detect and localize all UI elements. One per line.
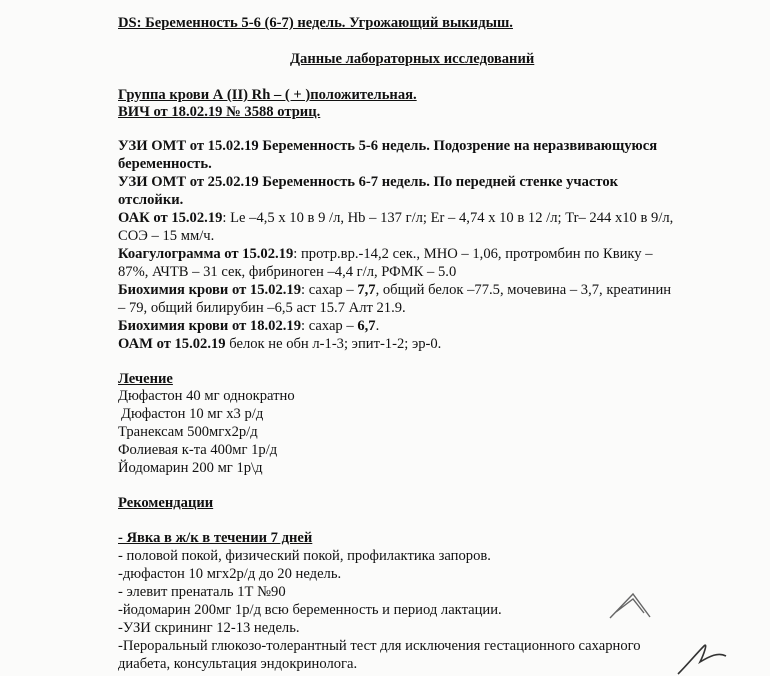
coag-label: Коагулограмма от 15.02.19 xyxy=(118,246,294,262)
ultrasound-1: УЗИ ОМТ от 15.02.19 Беременность 5-6 недель. Подозрение на неразвивающуюся xyxy=(118,138,658,154)
recommendations-heading: Рекомендации xyxy=(118,495,214,511)
treatment-heading: Лечение xyxy=(118,371,173,387)
oam-label: ОАМ от 15.02.19 xyxy=(118,336,226,352)
bio2-end: . xyxy=(375,318,380,334)
coag-values: : протр.вр.-14,2 сек., МНО – 1,06, протромбин по Квику – xyxy=(293,246,653,262)
diagnosis: DS: Беременность 5-6 (6-7) недель. Угрожающий выкидыш. xyxy=(118,15,513,31)
coag-cont: 87%, АЧТВ – 31 сек, фибриноген –4,4 г/л, РФМК – 5.0 xyxy=(118,264,457,280)
bio1-text2: , общий белок –77.5, мочевина – 3,7, креатинин xyxy=(375,282,672,298)
oam-line xyxy=(118,335,441,353)
bio1-text: : сахар – xyxy=(301,282,358,298)
bio2-text: : сахар – xyxy=(301,318,358,334)
bio2-sugar: 6,7 xyxy=(357,318,376,334)
ultrasound-1-cont: беременность. xyxy=(118,156,212,172)
visit-instruction: - Явка в ж/к в течении 7 дней xyxy=(118,530,313,546)
recommendation-item: -дюфастон 10 мгх2р/д до 20 недель. xyxy=(118,566,342,582)
recommendation-item: - половой покой, физический покой, профилактика запоров. xyxy=(118,548,491,564)
oam-values: белок не обн л-1-3; эпит-1-2; эр-0. xyxy=(225,336,442,352)
signature-mark xyxy=(600,590,770,676)
recommendation-item: диабета, консультация эндокринолога. xyxy=(118,656,358,672)
treatment-item: Дюфастон 10 мг х3 р/д xyxy=(121,406,264,422)
ultrasound-2-cont: отслойки. xyxy=(118,192,184,208)
treatment-item: Йодомарин 200 мг 1р\д xyxy=(118,460,263,476)
recommendation-item: - элевит пренаталь 1Т №90 xyxy=(118,584,286,600)
oak-values: : Le –4,5 х 10 в 9 /л, Hb – 137 г/л; Er – 4,74 х 10 в 12 /л; Tr– 244 х10 в 9/л, xyxy=(222,210,674,226)
bio1-label: Биохимия крови от 15.02.19 xyxy=(118,282,301,298)
bio1-line xyxy=(118,281,671,299)
treatment-item: Транексам 500мгх2р/д xyxy=(118,424,258,440)
treatment-item: Фолиевая к-та 400мг 1р/д xyxy=(118,442,278,458)
recommendation-item: -йодомарин 200мг 1р/д всю беременность и период лактации. xyxy=(118,602,502,618)
signature-scribble xyxy=(678,645,726,674)
stamp-outline xyxy=(610,594,650,618)
lab-heading: Данные лабораторных исследований xyxy=(290,51,535,67)
bio2-label: Биохимия крови от 18.02.19 xyxy=(118,318,301,334)
oak-label: ОАК от 15.02.19 xyxy=(118,210,223,226)
blood-group: Группа крови А (II) Rh – ( + )положительная. xyxy=(118,87,417,103)
treatment-item: Дюфастон 40 мг однократно xyxy=(118,388,295,404)
oak-cont: СОЭ – 15 мм/ч. xyxy=(118,228,215,244)
bio1-sugar: 7,7 xyxy=(357,282,376,298)
ultrasound-2: УЗИ ОМТ от 25.02.19 Беременность 6-7 недель. По передней стенке участок xyxy=(118,174,619,190)
coag-line xyxy=(118,245,653,263)
recommendation-item: -Пероральный глюкозо-толерантный тест для исключения гестационного сахарного xyxy=(118,638,641,654)
recommendation-item: -УЗИ скрининг 12-13 недель. xyxy=(118,620,300,636)
bio1-cont: – 79, общий билирубин –6,5 аст 15.7 Алт 21.9. xyxy=(118,300,406,316)
oak-line xyxy=(118,209,673,227)
bio2-line xyxy=(118,317,379,335)
hiv-result: ВИЧ от 18.02.19 № 3588 отриц. xyxy=(118,104,321,120)
